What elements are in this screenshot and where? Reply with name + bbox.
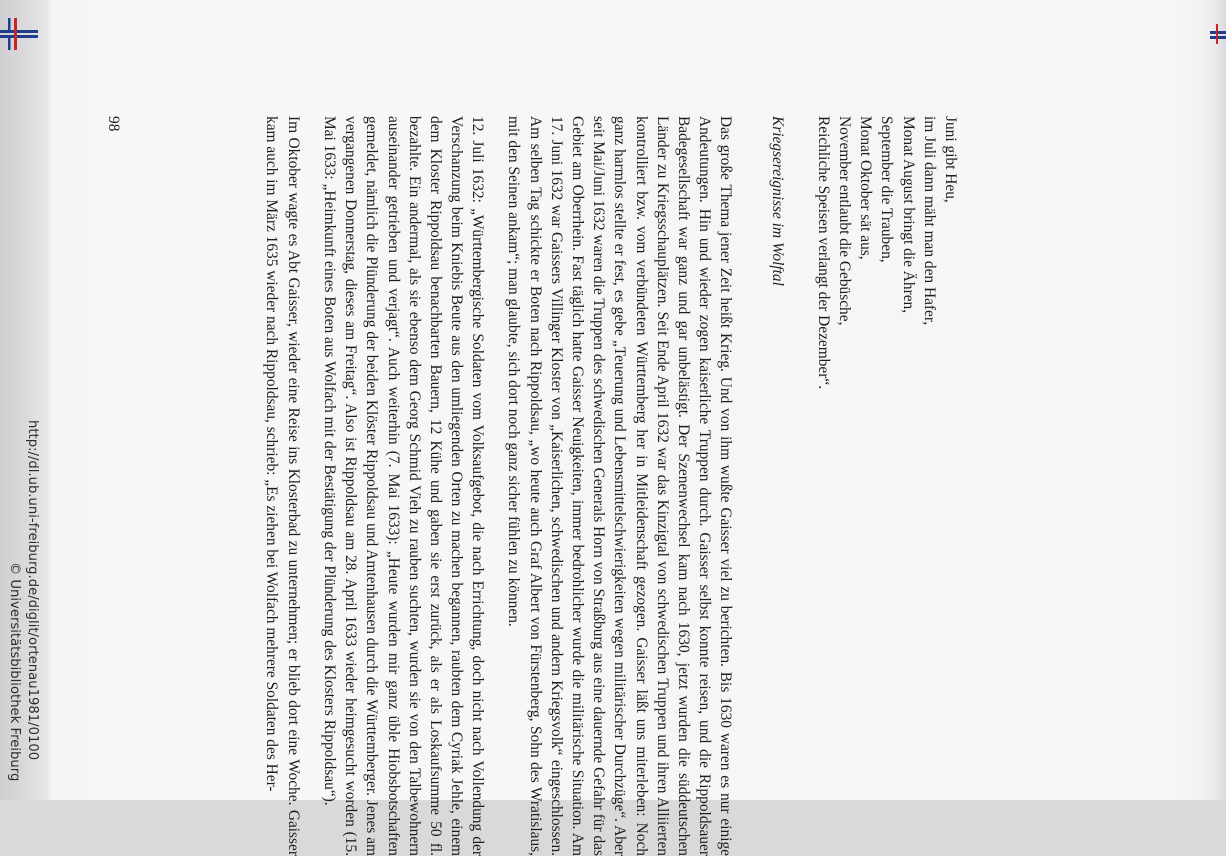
source-url-link[interactable]: http://dl.ub.uni-freiburg.de/diglit/ortenau1981/0100 (25, 420, 40, 761)
poem-line: Monat Oktober sät aus, (857, 116, 875, 260)
scan-registration-mark-icon (1210, 18, 1226, 50)
poem-verse (813, 116, 961, 389)
copyright-notice: © Universitätsbibliothek Freiburg (7, 562, 22, 782)
body-paragraph: Das große Thema jener Zeit heißt Krieg. Und von ihm wußte Gaisser viel zu berichten. Bis 1630 waren es nur einige Andeutungen. Hin und wieder zogen kaiserliche Truppen durch. Gaisser selbst konnte reisen, und die Rippoldsauer Badegesellschaft war ganz und gar unbelästigt. Der Szenenwechsel kam nach 1630, jetzt wurden die süddeutschen Länder zu Kriegsschauplätzen. Seit Ende April 1632 war das Kinzigtal von schwedischen Truppen und ihren Alliierten kontrolliert bzw. vom verbündeten Württemberg her in Mitleidenschaft gezogen. Gaisser läßt uns miterleben: Noch ganz harmlos stellte er fest, es gebe „Teuerung und Lebensmittelschwierigkeiten wegen militärischer Durchzüge“. Aber seit Mai/Juni 1632 waren die Truppen des schwedischen Generals Horn von Straßburg aus eine dauernde Gefahr für das Gebiet am Oberrhein. Fast täglich hatte Gaisser Neuigkeiten, immer bedrohlicher wurde die militärische Situation. Am 17. Juni 1632 war Gaissers Villinger Kloster von „Kaiserlichen, schwedischen und andern Kriegsvolk“ eingeschlossen. Am selben Tag schickte er Boten nach Rippoldsau, „wo heute auch Graf Albert von Fürstenberg, Sohn des Wratislaus, mit den Seinen ankam“; man glaubte, sich dort noch ganz sicher fühlen zu können. (505, 116, 735, 856)
poem-line: Juni gibt Heu, (942, 116, 959, 203)
rotated-text-page (161, 28, 961, 856)
poem-line: im Juli dann mäht man den Hafer, (920, 116, 938, 326)
digitization-sidebar (0, 0, 60, 800)
page-number: 98 (105, 116, 122, 132)
body-paragraph: Im Oktober wagte es Abt Gaisser, wieder eine Reise ins Klosterbad zu unternehmen; er blieb dort eine Woche. Gaisser kam auch im März 1635 wieder nach Rippoldsau, schrieb: „Es ziehen bei Wolfach mehrere Soldaten des Her- (263, 116, 302, 856)
body-paragraph: 12. Juli 1632: „Württembergische Soldaten vom Volksaufgebot, die nach Errichtung, doch nicht nach Vollendung der Verschanzung beim Kniebis Beute aus den umliegenden Orten zu machen begannen, raubten dem Cyriak Jehle, einem dem Kloster Rippoldsau benachbarten Bauern, 12 Kühe und gaben sie erst zurück, als er als Loskaufsumme 50 fl. bezahlte. Ein andermal, als sie ebenso dem Georg Schmid Vieh zu rauben suchten, wurden sie von den Talbewohnern auseinander getrieben und verjagt“. Auch weiterhin (7. Mai 1633): „Heute wurden mir ganz üble Hiobsbotschaften gemeldet, nämlich die Plünderung der beiden Klöster Rippoldsau und Amtenhausen durch die Württemberger. Jenes am vergangenen Donnerstag, dieses am Freitag“. Also ist Rippoldsau am 28. April 1633 wieder heimgesucht worden (15. Mai 1633: „Heimkunft eines Boten aus Wolfach mit der Bestätigung der Plünderung des Klosters Rippoldsau“). (321, 116, 487, 856)
poem-line: November entlaubt die Gebüsche, (835, 116, 853, 326)
poem-line: September die Trauben, (878, 116, 896, 263)
poem-line: Monat August bringt die Ähren, (899, 116, 917, 314)
section-heading: Kriegsereignisse im Wolftal (768, 116, 786, 286)
poem-line: Reichliche Speisen verlangt der Dezember“. (814, 116, 832, 390)
